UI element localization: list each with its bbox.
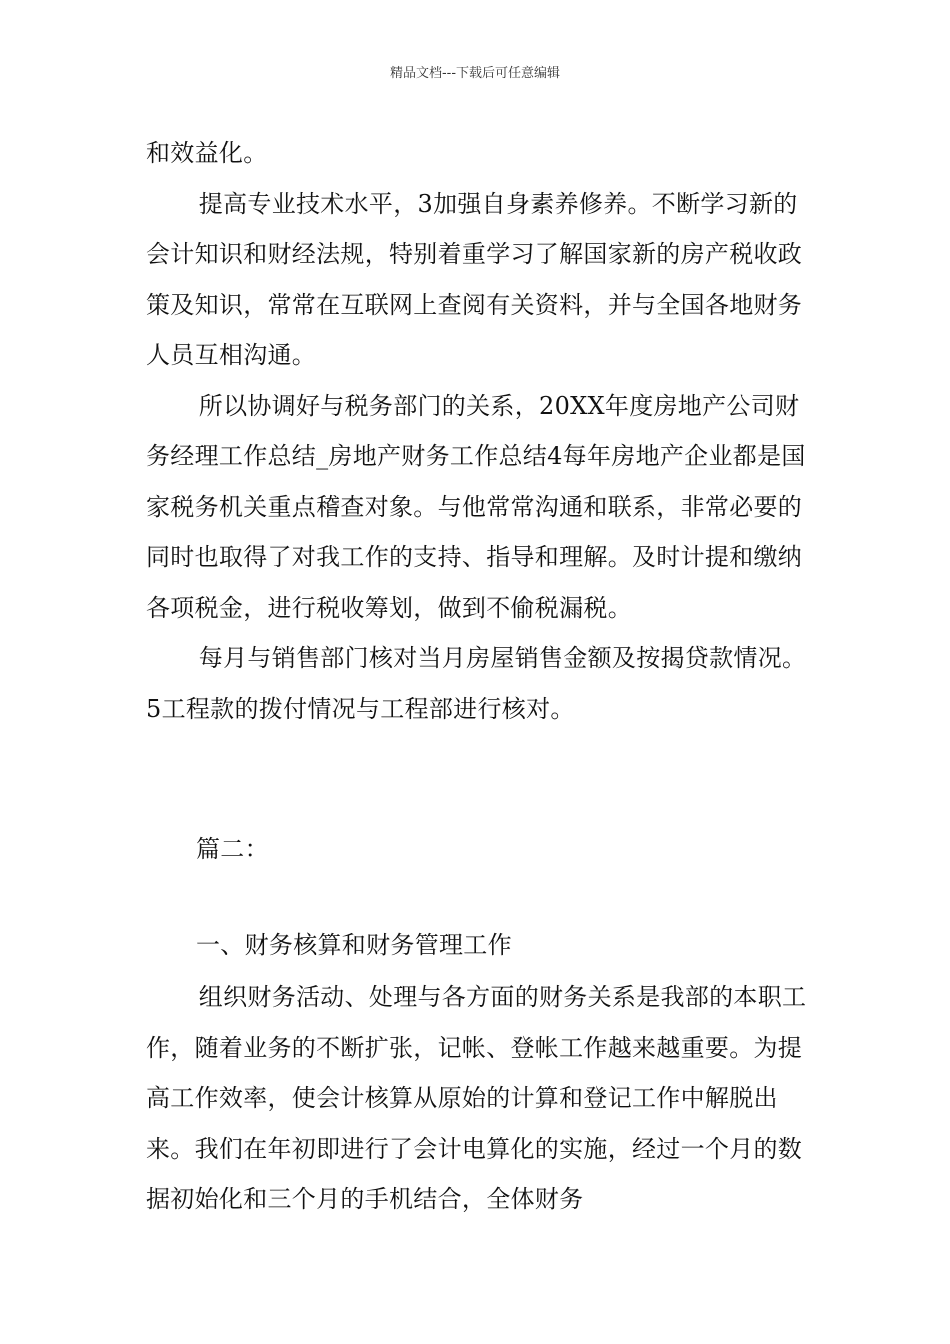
section-two-body: [146, 972, 811, 1225]
paragraph-continuation: 和效益化。: [146, 139, 268, 167]
paragraph-financial-accounting: 组织财务活动、处理与各方面的财务关系是我部的本职工作，随着业务的不断扩张，记帐、登帐工作越来越重要。为提高工作效率，使会计核算从原始的计算和登记工作中解脱出来。我们在年初即进行了会计电算化的实施，经过一个月的数据初始化和三个月的手机结合，全体财务: [146, 983, 807, 1213]
page-header: 精品文档---下载后可任意编辑: [389, 66, 561, 81]
paragraph-professional-skills: 提高专业技术水平，3加强自身素养修养。不断学习新的会计知识和财经法规，特别着重学习了解国家新的房产税收政策及知识，常常在互联网上查阅有关资料，并与全国各地财务人员互相沟通。: [146, 189, 803, 369]
document-body: [146, 128, 811, 734]
paragraph-tax-relations: 所以协调好与税务部门的关系，20XX年度房地产公司财务经理工作总结_房地产财务工作总结4每年房地产企业都是国家税务机关重点稽查对象。与他常常沟通和联系，非常必要的同时也取得了对我工作的支持、指导和理解。及时计提和缴纳各项税金，进行税收筹划，做到不偷税漏税。: [146, 391, 806, 622]
paragraph-sales-reconciliation: 每月与销售部门核对当月房屋销售金额及按揭贷款情况。5工程款的拨付情况与工程部进行核对。: [146, 644, 807, 723]
section-two-subheading: 一、财务核算和财务管理工作: [196, 931, 512, 959]
section-two-title: 篇二：: [196, 835, 269, 863]
